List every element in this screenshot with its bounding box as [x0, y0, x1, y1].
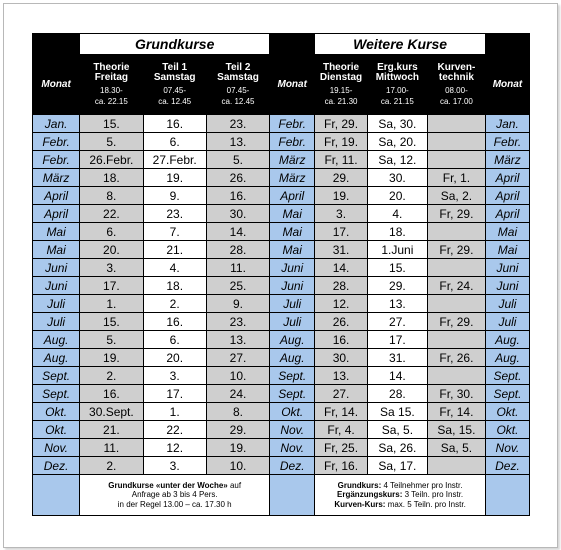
erg-kurs-cell: Sa, 26.	[367, 439, 427, 457]
month-cell-left: Mai	[33, 223, 80, 241]
kurventechnik-cell	[427, 115, 485, 133]
month-cell-left: Juni	[33, 259, 80, 277]
table-row	[33, 367, 530, 385]
footer-note-text: in der Regel 13.00 – ca. 17.30 h	[117, 499, 232, 509]
header-teil1-samstag	[143, 55, 206, 115]
theorie-freitag-cell: 3.	[80, 259, 143, 277]
month-cell-middle: Mai	[270, 223, 315, 241]
kurventechnik-cell: Fr, 29.	[427, 241, 485, 259]
kurventechnik-cell: Fr, 14.	[427, 403, 485, 421]
erg-kurs-cell: 18.	[367, 223, 427, 241]
month-cell-middle: April	[270, 187, 315, 205]
header-line: Teil 2	[225, 61, 251, 73]
theorie-freitag-cell: 11.	[80, 439, 143, 457]
footer-blank-right	[485, 475, 529, 516]
table-row	[33, 205, 530, 223]
month-cell-left: Nov.	[33, 439, 80, 457]
kurventechnik-cell	[427, 223, 485, 241]
month-cell-right: Dez.	[485, 457, 529, 475]
header-time: ca. 22.15	[94, 97, 128, 106]
theorie-dienstag-cell: 17.	[315, 223, 368, 241]
table-row	[33, 277, 530, 295]
course-schedule-table	[32, 33, 530, 516]
table-row	[33, 421, 530, 439]
teil1-cell: 9.	[143, 187, 206, 205]
header-time: ca. 12.45	[158, 97, 192, 106]
teil1-cell: 6.	[143, 331, 206, 349]
month-cell-left: Febr.	[33, 133, 80, 151]
table-row	[33, 259, 530, 277]
month-cell-left: Juni	[33, 277, 80, 295]
theorie-freitag-cell: 19.	[80, 349, 143, 367]
kurventechnik-cell: Fr, 26.	[427, 349, 485, 367]
year-label-middle: 2016	[270, 34, 315, 55]
table-row	[33, 439, 530, 457]
teil2-cell: 19.	[206, 439, 269, 457]
kurventechnik-cell	[427, 133, 485, 151]
theorie-dienstag-cell: 30.	[315, 349, 368, 367]
month-cell-middle: März	[270, 169, 315, 187]
month-cell-left: Jan.	[33, 115, 80, 133]
header-line: Dienstag	[319, 72, 363, 84]
footer-note-text: max. 5 Teiln. pro Instr.	[385, 499, 466, 509]
kurventechnik-cell	[427, 367, 485, 385]
teil1-cell: 27.Febr.	[143, 151, 206, 169]
month-cell-left: Okt.	[33, 421, 80, 439]
month-cell-right: Juni	[485, 259, 529, 277]
theorie-freitag-cell: 2.	[80, 457, 143, 475]
erg-kurs-cell: Sa, 20.	[367, 133, 427, 151]
header-line: Freitag	[94, 72, 129, 84]
year-label-right: 2016	[485, 34, 529, 55]
theorie-dienstag-cell: Fr, 16.	[315, 457, 368, 475]
header-line: Samstag	[153, 72, 196, 84]
month-cell-right: Aug.	[485, 331, 529, 349]
header-theorie-dienstag	[315, 55, 368, 115]
teil1-cell: 1.	[143, 403, 206, 421]
month-cell-left: April	[33, 205, 80, 223]
teil2-cell: 8.	[206, 403, 269, 421]
teil2-cell: 9.	[206, 295, 269, 313]
month-cell-middle: Nov.	[270, 421, 315, 439]
month-cell-right: Mai	[485, 223, 529, 241]
header-time: 07.45-	[226, 85, 250, 95]
erg-kurs-cell: 28.	[367, 385, 427, 403]
footer-note-participants	[315, 475, 486, 516]
header-time: 19.15-	[329, 85, 353, 95]
month-cell-left: Juli	[33, 313, 80, 331]
month-cell-middle: Aug.	[270, 331, 315, 349]
teil1-cell: 16.	[143, 313, 206, 331]
month-cell-right: Juli	[485, 313, 529, 331]
theorie-dienstag-cell: 16.	[315, 331, 368, 349]
teil1-cell: 7.	[143, 223, 206, 241]
month-cell-right: Sept.	[485, 367, 529, 385]
teil2-cell: 29.	[206, 421, 269, 439]
month-cell-left: Aug.	[33, 349, 80, 367]
table-row	[33, 151, 530, 169]
teil1-cell: 12.	[143, 439, 206, 457]
erg-kurs-cell: 17.	[367, 331, 427, 349]
erg-kurs-cell: 14.	[367, 367, 427, 385]
header-time: ca. 12.45	[221, 97, 255, 106]
header-line: Erg.kurs	[377, 61, 418, 73]
teil1-cell: 23.	[143, 205, 206, 223]
table-row	[33, 133, 530, 151]
teil2-cell: 30.	[206, 205, 269, 223]
theorie-dienstag-cell: Fr, 4.	[315, 421, 368, 439]
teil2-cell: 24.	[206, 385, 269, 403]
header-monat-middle: Monat	[270, 55, 315, 115]
theorie-dienstag-cell: Fr, 11.	[315, 151, 368, 169]
month-cell-right: Jan.	[485, 115, 529, 133]
kurventechnik-cell: Fr, 1.	[427, 169, 485, 187]
header-monat-right: Monat	[485, 55, 529, 115]
footer-note-bold: Kurven-Kurs:	[334, 499, 386, 509]
month-cell-left: Sept.	[33, 385, 80, 403]
table-row	[33, 313, 530, 331]
footer-note-text: 3 Teiln. pro Instr.	[402, 490, 464, 500]
kurventechnik-cell	[427, 151, 485, 169]
month-cell-middle: Sept.	[270, 385, 315, 403]
month-cell-left: Mai	[33, 241, 80, 259]
header-time: ca. 21.30	[324, 97, 358, 106]
footer-note-text: auf	[227, 480, 242, 490]
month-cell-middle: Febr.	[270, 133, 315, 151]
month-cell-right: Nov.	[485, 439, 529, 457]
erg-kurs-cell: 15.	[367, 259, 427, 277]
teil1-cell: 22.	[143, 421, 206, 439]
footer-note-bold: Ergänzungskurs:	[337, 490, 403, 500]
header-line: Theorie	[322, 61, 360, 73]
theorie-dienstag-cell: 27.	[315, 385, 368, 403]
teil1-cell: 2.	[143, 295, 206, 313]
month-cell-middle: Aug.	[270, 349, 315, 367]
month-cell-left: Okt.	[33, 403, 80, 421]
teil1-cell: 4.	[143, 259, 206, 277]
theorie-freitag-cell: 8.	[80, 187, 143, 205]
month-cell-middle: Febr.	[270, 115, 315, 133]
erg-kurs-cell: 20.	[367, 187, 427, 205]
teil1-cell: 3.	[143, 457, 206, 475]
theorie-dienstag-cell: 26.	[315, 313, 368, 331]
teil2-cell: 11.	[206, 259, 269, 277]
kurventechnik-cell: Fr, 24.	[427, 277, 485, 295]
erg-kurs-cell: 29.	[367, 277, 427, 295]
table-row	[33, 115, 530, 133]
month-cell-middle: Juni	[270, 259, 315, 277]
theorie-freitag-cell: 17.	[80, 277, 143, 295]
table-row	[33, 331, 530, 349]
month-cell-right: Juni	[485, 277, 529, 295]
teil2-cell: 23.	[206, 313, 269, 331]
teil2-cell: 27.	[206, 349, 269, 367]
teil2-cell: 26.	[206, 169, 269, 187]
month-cell-right: April	[485, 187, 529, 205]
month-cell-middle: Dez.	[270, 457, 315, 475]
teil2-cell: 14.	[206, 223, 269, 241]
theorie-dienstag-cell: 31.	[315, 241, 368, 259]
teil2-cell: 5.	[206, 151, 269, 169]
erg-kurs-cell: Sa, 30.	[367, 115, 427, 133]
header-time: ca. 17.00	[439, 97, 473, 106]
theorie-freitag-cell: 30.Sept.	[80, 403, 143, 421]
footer-note-grundkurse	[80, 475, 270, 516]
teil2-cell: 25.	[206, 277, 269, 295]
erg-kurs-cell: 31.	[367, 349, 427, 367]
theorie-dienstag-cell: 14.	[315, 259, 368, 277]
footer-note-text: Anfrage ab 3 bis 4 Pers.	[131, 490, 218, 500]
teil1-cell: 19.	[143, 169, 206, 187]
header-time: 18.30-	[100, 85, 123, 95]
header-line: Kurven-	[437, 61, 476, 73]
header-time: 08.00-	[445, 85, 468, 95]
teil2-cell: 13.	[206, 133, 269, 151]
theorie-freitag-cell: 2.	[80, 367, 143, 385]
teil1-cell: 21.	[143, 241, 206, 259]
erg-kurs-cell: Sa, 17.	[367, 457, 427, 475]
section-title-weitere-kurse: Weitere Kurse	[315, 34, 486, 55]
kurventechnik-cell: Sa, 5.	[427, 439, 485, 457]
teil2-cell: 28.	[206, 241, 269, 259]
teil1-cell: 16.	[143, 115, 206, 133]
month-cell-right: April	[485, 205, 529, 223]
month-cell-left: Aug.	[33, 331, 80, 349]
section-title-grundkurse: Grundkurse	[80, 34, 270, 55]
theorie-freitag-cell: 16.	[80, 385, 143, 403]
theorie-freitag-cell: 15.	[80, 115, 143, 133]
month-cell-left: Febr.	[33, 151, 80, 169]
footer-note-text: 4 Teilnehmer pro Instr.	[381, 480, 463, 490]
table-row	[33, 385, 530, 403]
theorie-dienstag-cell: Fr, 19.	[315, 133, 368, 151]
theorie-freitag-cell: 21.	[80, 421, 143, 439]
month-cell-left: Juli	[33, 295, 80, 313]
theorie-dienstag-cell: 19.	[315, 187, 368, 205]
theorie-dienstag-cell: 28.	[315, 277, 368, 295]
teil2-cell: 10.	[206, 367, 269, 385]
teil2-cell: 23.	[206, 115, 269, 133]
kurventechnik-cell: Fr, 30.	[427, 385, 485, 403]
header-line: Teil 1	[162, 61, 188, 73]
table-row	[33, 403, 530, 421]
month-cell-middle: Juli	[270, 295, 315, 313]
kurventechnik-cell: Sa, 2.	[427, 187, 485, 205]
kurventechnik-cell: Fr, 29.	[427, 205, 485, 223]
month-cell-right: Febr.	[485, 133, 529, 151]
theorie-dienstag-cell: Fr, 14.	[315, 403, 368, 421]
table-row	[33, 295, 530, 313]
month-cell-middle: Sept.	[270, 367, 315, 385]
header-line: Samstag	[217, 72, 259, 84]
kurventechnik-cell	[427, 259, 485, 277]
month-cell-right: Sept.	[485, 385, 529, 403]
theorie-freitag-cell: 15.	[80, 313, 143, 331]
teil2-cell: 16.	[206, 187, 269, 205]
table-row	[33, 169, 530, 187]
teil1-cell: 18.	[143, 277, 206, 295]
teil1-cell: 17.	[143, 385, 206, 403]
header-line: technik	[438, 72, 474, 84]
theorie-freitag-cell: 26.Febr.	[80, 151, 143, 169]
month-cell-middle: Juni	[270, 277, 315, 295]
erg-kurs-cell: 27.	[367, 313, 427, 331]
theorie-dienstag-cell: Fr, 25.	[315, 439, 368, 457]
header-teil2-samstag	[206, 55, 269, 115]
kurventechnik-cell: Sa, 15.	[427, 421, 485, 439]
erg-kurs-cell: 30.	[367, 169, 427, 187]
teil1-cell: 6.	[143, 133, 206, 151]
theorie-dienstag-cell: 3.	[315, 205, 368, 223]
kurventechnik-cell	[427, 457, 485, 475]
footer-blank-left	[33, 475, 80, 516]
table-row	[33, 241, 530, 259]
erg-kurs-cell: 1.Juni	[367, 241, 427, 259]
month-cell-left: April	[33, 187, 80, 205]
month-cell-left: Dez.	[33, 457, 80, 475]
month-cell-middle: Juli	[270, 313, 315, 331]
month-cell-middle: März	[270, 151, 315, 169]
month-cell-right: Mai	[485, 241, 529, 259]
month-cell-middle: Mai	[270, 205, 315, 223]
theorie-dienstag-cell: 12.	[315, 295, 368, 313]
table-row	[33, 457, 530, 475]
month-cell-right: Aug.	[485, 349, 529, 367]
theorie-freitag-cell: 5.	[80, 133, 143, 151]
header-erg-kurs	[367, 55, 427, 115]
teil2-cell: 10.	[206, 457, 269, 475]
month-cell-right: März	[485, 151, 529, 169]
header-kurventechnik	[427, 55, 485, 115]
kurventechnik-cell: Fr, 29.	[427, 313, 485, 331]
month-cell-left: Sept.	[33, 367, 80, 385]
footer-note-bold: Grundkurse «unter der Woche»	[108, 480, 228, 490]
theorie-freitag-cell: 1.	[80, 295, 143, 313]
erg-kurs-cell: Sa, 5.	[367, 421, 427, 439]
table-row	[33, 349, 530, 367]
header-line: Mittwoch	[375, 72, 420, 84]
theorie-dienstag-cell: 13.	[315, 367, 368, 385]
erg-kurs-cell: 4.	[367, 205, 427, 223]
header-time: 17.00-	[386, 85, 409, 95]
header-time: 07.45-	[163, 85, 187, 95]
theorie-freitag-cell: 6.	[80, 223, 143, 241]
month-cell-right: Juli	[485, 295, 529, 313]
month-cell-left: März	[33, 169, 80, 187]
footer-note-bold: Grundkurs:	[337, 480, 382, 490]
theorie-freitag-cell: 18.	[80, 169, 143, 187]
erg-kurs-cell: Sa 15.	[367, 403, 427, 421]
theorie-freitag-cell: 22.	[80, 205, 143, 223]
month-cell-middle: Okt.	[270, 403, 315, 421]
table-row	[33, 187, 530, 205]
erg-kurs-cell: Sa, 12.	[367, 151, 427, 169]
month-cell-middle: Nov.	[270, 439, 315, 457]
teil1-cell: 3.	[143, 367, 206, 385]
theorie-dienstag-cell: 29.	[315, 169, 368, 187]
theorie-dienstag-cell: Fr, 29.	[315, 115, 368, 133]
kurventechnik-cell	[427, 295, 485, 313]
header-line: Theorie	[93, 61, 130, 73]
teil2-cell: 13.	[206, 331, 269, 349]
header-time: ca. 21.15	[380, 97, 414, 106]
month-cell-right: April	[485, 169, 529, 187]
footer-blank-middle	[270, 475, 315, 516]
month-cell-right: Okt.	[485, 403, 529, 421]
year-label-left: 2016	[33, 34, 80, 55]
header-theorie-freitag	[80, 55, 143, 115]
theorie-freitag-cell: 20.	[80, 241, 143, 259]
kurventechnik-cell	[427, 331, 485, 349]
theorie-freitag-cell: 5.	[80, 331, 143, 349]
erg-kurs-cell: 13.	[367, 295, 427, 313]
month-cell-middle: Mai	[270, 241, 315, 259]
teil1-cell: 20.	[143, 349, 206, 367]
table-row	[33, 223, 530, 241]
header-monat-left: Monat	[33, 55, 80, 115]
month-cell-right: Okt.	[485, 421, 529, 439]
